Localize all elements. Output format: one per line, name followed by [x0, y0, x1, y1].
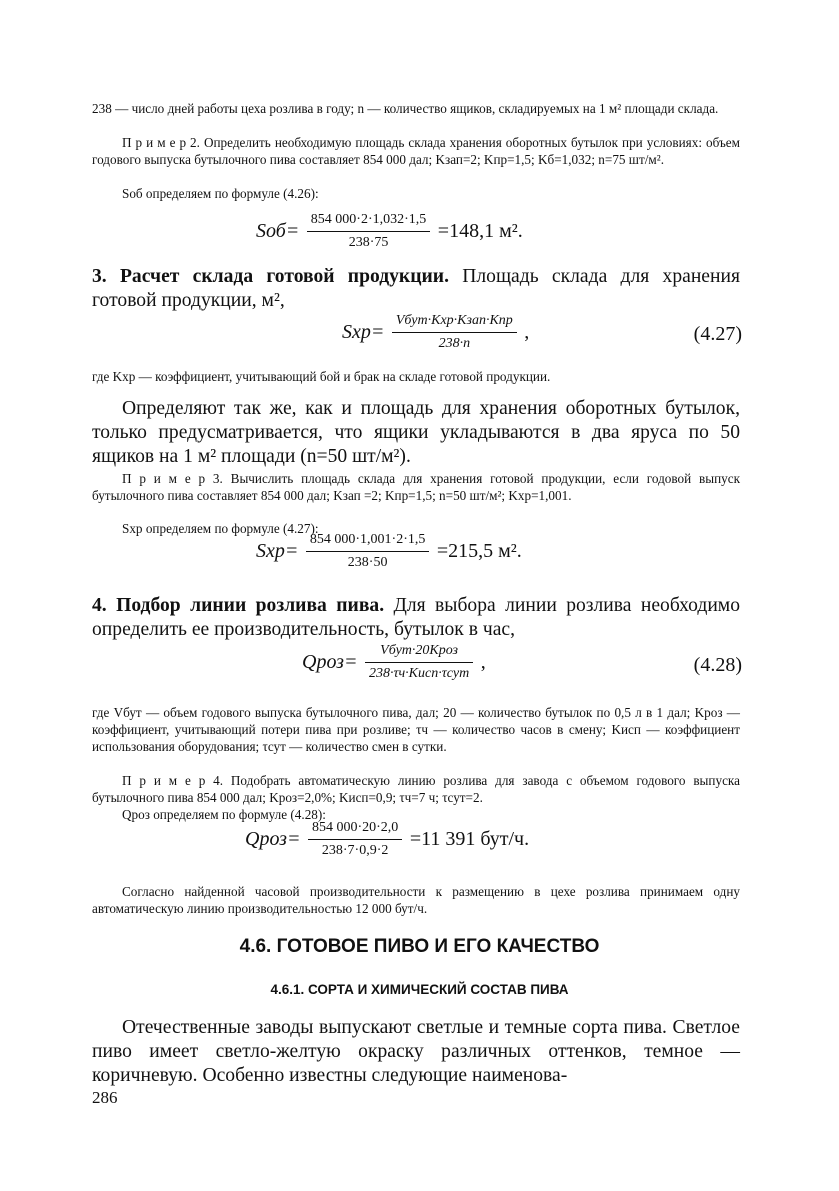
- formula-qroz: [245, 820, 529, 859]
- formula-ref-427: Sхр определяем по формуле (4.27):: [122, 521, 319, 536]
- formula-numerator: 854 000·1,001·2·1,5: [306, 532, 430, 552]
- section-3-title: 3. Расчет склада готовой продукции.: [92, 266, 449, 287]
- formula-denominator: 238·50: [347, 555, 388, 570]
- formula-result: =215,5 м².: [436, 540, 522, 562]
- formula-denominator: 238·τч·Kисп·τсут: [368, 666, 470, 681]
- formula-comma: ,: [480, 651, 486, 673]
- section-4-title: 4. Подбор линии розлива пива.: [92, 595, 385, 616]
- formula-lhs: Sхр=: [342, 321, 385, 343]
- formula-lhs: Qроз=: [302, 651, 358, 673]
- formula-lhs: Sхр=: [256, 540, 299, 562]
- example-4: П р и м е р 4. Подобрать автоматическую линию розлива для завода с объемом годового выпуска бутылочного пива 854 000 дал; Kроз=2,0%; Kисп=0,9; τч=7 ч; τсут=2.: [92, 773, 740, 805]
- equation-number-428: (4.28): [693, 654, 742, 676]
- paragraph-beer-varieties: Отечественные заводы выпускают светлые и темные сорта пива. Светлое пиво имеет светло-желтую окраску различных оттенков, темное — коричневую. Особенно известны следующие наименова-: [92, 1017, 740, 1086]
- paragraph-days: 238 — число дней работы цеха розлива в году; n — количество ящиков, складируемых на 1 м² площади склада.: [92, 101, 719, 116]
- formula-lhs: Qроз=: [245, 828, 301, 850]
- formula-result: =11 391 бут/ч.: [409, 828, 530, 850]
- example-3: П р и м е р 3. Вычислить площадь склада для хранения готовой продукции, если годовой выпуск бутылочного пива составляет 854 000 дал; Kзап =2; Kпр=1,5; n=50 шт/м²; Kхр=1,001.: [92, 471, 740, 503]
- section-3: [92, 265, 740, 313]
- subsection-heading: 4.6.1. СОРТА И ХИМИЧЕСКИЙ СОСТАВ ПИВА: [270, 982, 569, 997]
- paragraph-variables: где Vбут — объем годового выпуска бутылочного пива, дал; 20 — количество бутылок по 0,5 л в 1 дал; Kроз — коэффициент, учитывающий потери пива при розливе; τч — количество часов в смену; Kисп — коэффициент использования оборудования; τсут — количество смен в сутки.: [92, 705, 740, 754]
- section-4-text: Для выбора линии розлива необходимо определить ее производительность, бутылок в час,: [92, 595, 740, 640]
- paragraph-conclusion: Согласно найденной часовой производительности к размещению в цехе розлива принимаем одну автоматическую линию производительностью 12 000 бут/ч.: [92, 884, 740, 916]
- formula-denominator: 238·n: [438, 336, 471, 351]
- formula-numerator: Vбут·Kхр·Kзап·Kпр: [392, 313, 517, 333]
- formula-ref-426: Sоб определяем по формуле (4.26):: [122, 186, 319, 201]
- paragraph-kxr: где Kхр — коэффициент, учитывающий бой и брак на складе готовой продукции.: [92, 369, 551, 384]
- formula-ref-428: Qроз определяем по формуле (4.28):: [122, 807, 326, 822]
- formula-numerator: 854 000·2·1,032·1,5: [307, 212, 431, 232]
- formula-denominator: 238·7·0,9·2: [321, 843, 389, 858]
- equation-number-427: (4.27): [693, 323, 742, 345]
- formula-result: =148,1 м².: [437, 220, 523, 242]
- formula-numerator: Vбут·20Kроз: [365, 643, 473, 663]
- section-3-text: Площадь склада для хранения готовой продукции, м²,: [92, 266, 740, 311]
- paragraph-two-tiers: Определяют так же, как и площадь для хранения оборотных бутылок, только предусматривается, что ящики укладываются в два яруса по 50 ящиков на 1 м² площади (n=50 шт/м²).: [92, 398, 740, 467]
- formula-sob: [256, 212, 523, 251]
- formula-428: [302, 643, 486, 682]
- formula-numerator: 854 000·20·2,0: [308, 820, 402, 840]
- formula-lhs: Sоб=: [256, 220, 300, 242]
- page-number: 286: [92, 1088, 118, 1107]
- formula-sxr: [256, 532, 522, 571]
- section-4: [92, 594, 740, 642]
- formula-427: [342, 313, 529, 352]
- formula-denominator: 238·75: [348, 235, 389, 250]
- chapter-heading: 4.6. ГОТОВОЕ ПИВО И ЕГО КАЧЕСТВО: [239, 936, 600, 957]
- formula-comma: ,: [524, 321, 530, 343]
- example-2: П р и м е р 2. Определить необходимую площадь склада хранения оборотных бутылок при условиях: объем годового выпуска бутылочного пива составляет 854 000 дал; Kзап=2; Kпр=1,5; Kб=1,032; n=75 шт/м².: [92, 135, 740, 167]
